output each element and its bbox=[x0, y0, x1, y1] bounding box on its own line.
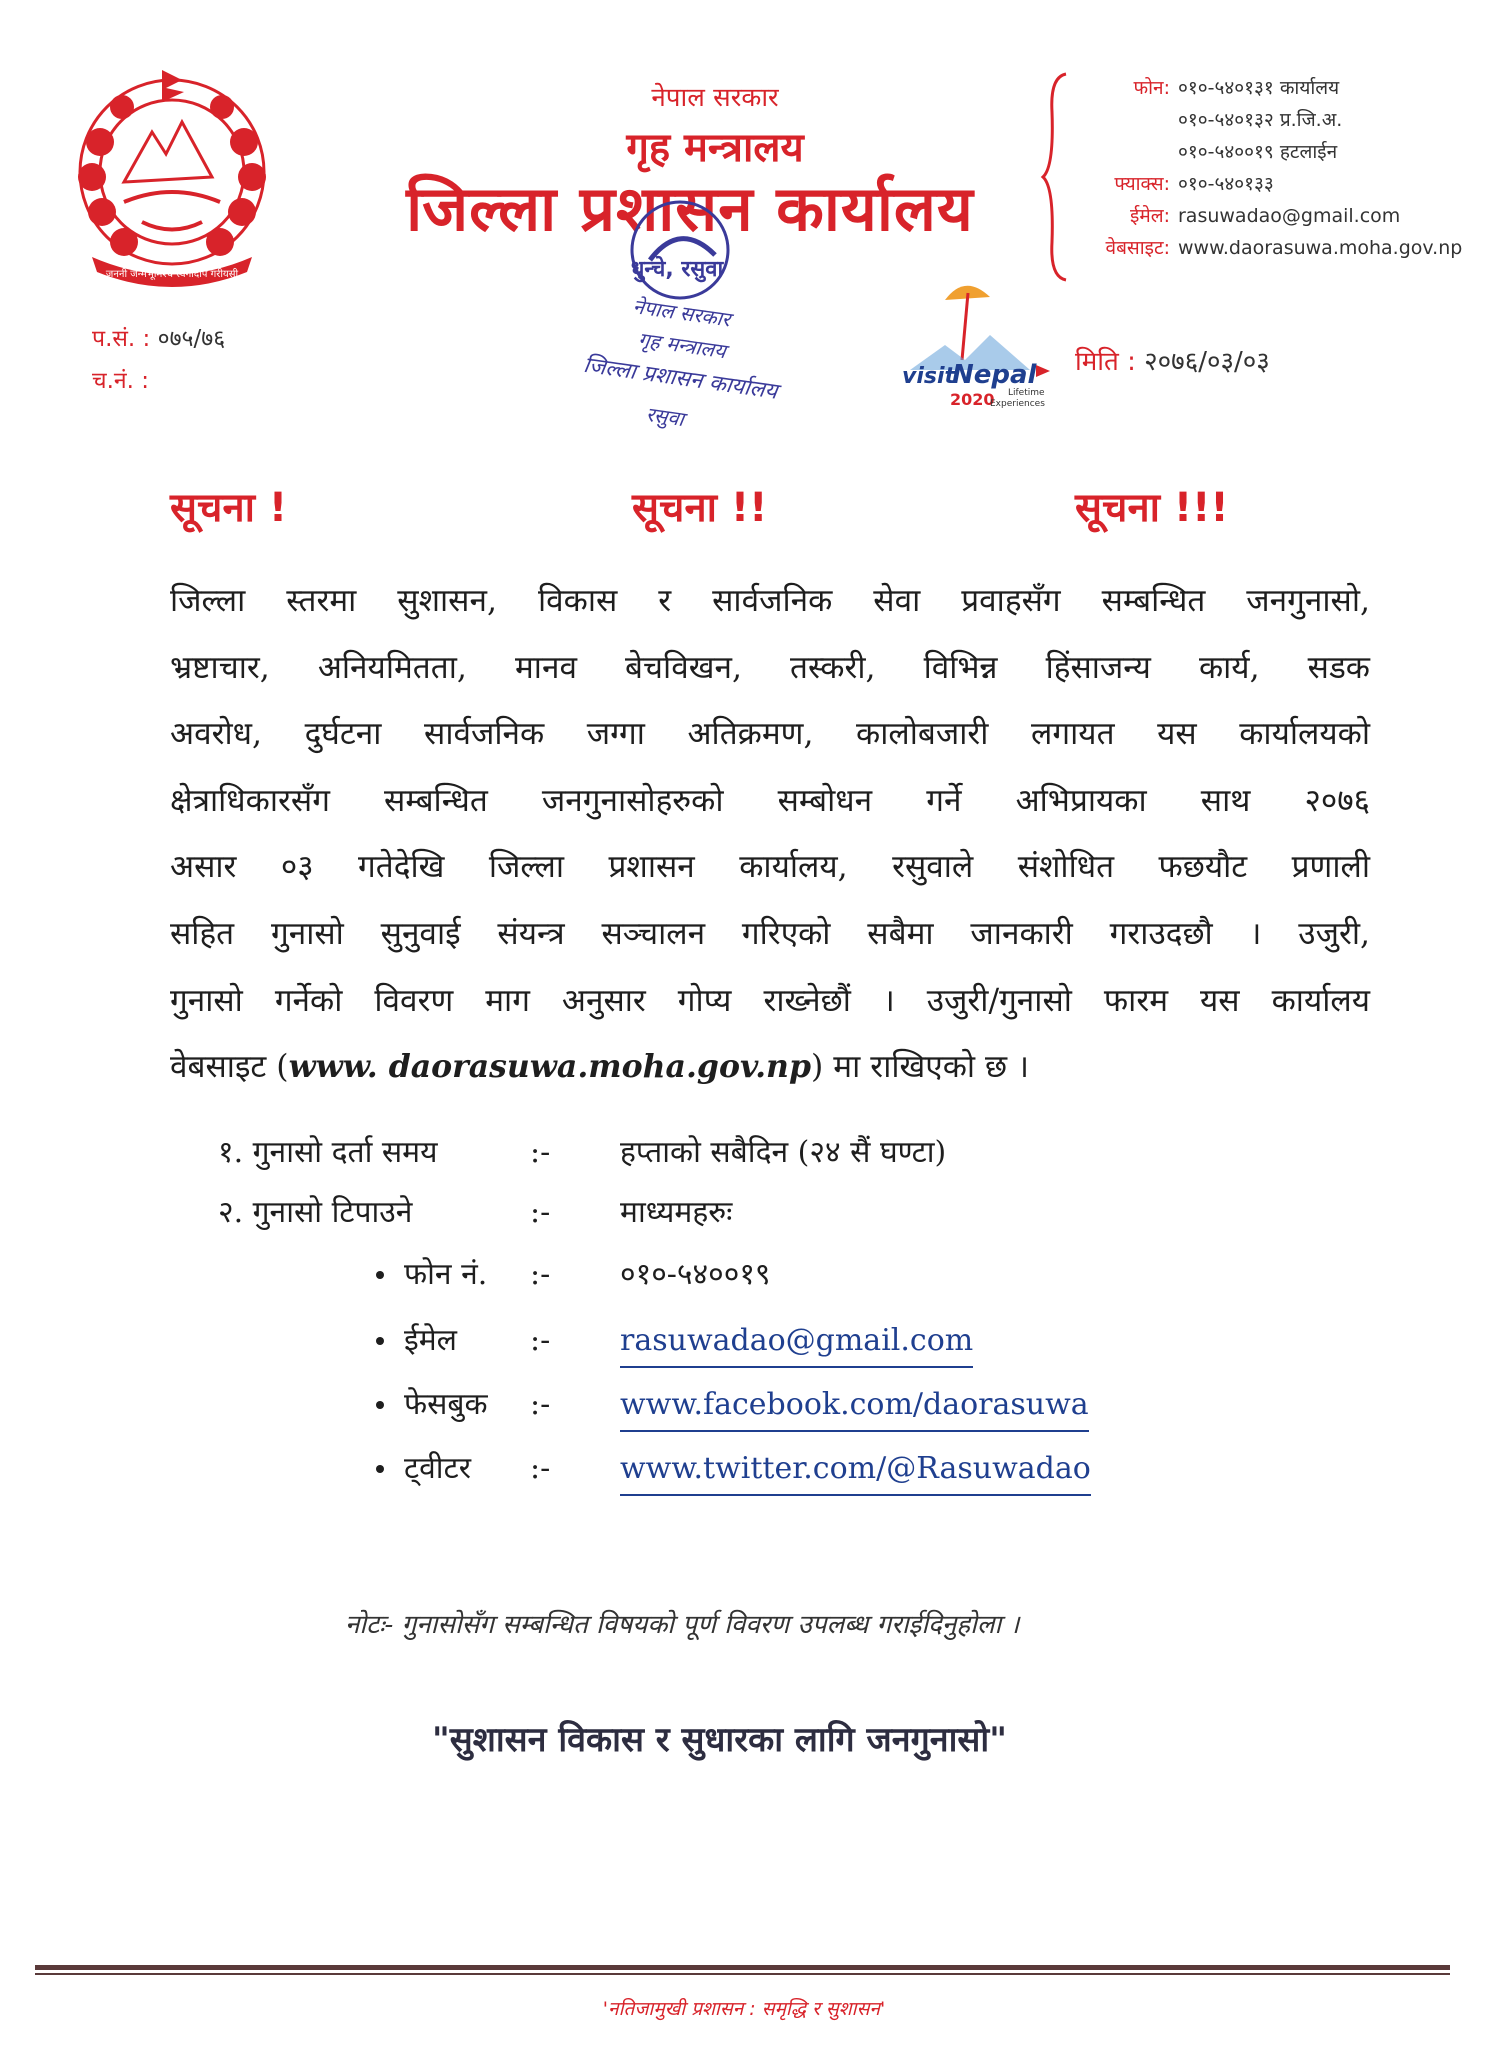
contact-hotline bbox=[1065, 136, 1485, 168]
nepal-word: Nepal bbox=[952, 360, 1037, 390]
notice-heading-2: सूचना !! bbox=[632, 485, 768, 531]
body-website-link[interactable]: www. daorasuwa.moha.gov.np bbox=[288, 1048, 811, 1086]
notice-heading-1: सूचना ! bbox=[170, 485, 288, 531]
date-label: मिति : bbox=[1075, 347, 1136, 377]
visit-nepal-logo bbox=[890, 265, 1080, 425]
contact-email bbox=[1065, 200, 1485, 232]
item-separator: :- bbox=[530, 1195, 551, 1230]
contact-phone bbox=[1065, 72, 1485, 104]
channel-value: ०१०-५४००१९ bbox=[620, 1257, 771, 1292]
body-last-suffix: ) मा राखिएको छ । bbox=[811, 1049, 1030, 1086]
contact-fax bbox=[1065, 168, 1485, 200]
contact-value: ०१०-५४०१३२ प्र.जि.अ. bbox=[1178, 109, 1343, 131]
visit-tag-2: Experiences bbox=[990, 399, 1045, 409]
body-line-last bbox=[170, 1034, 1370, 1101]
stamp-line-3: जिल्ला प्रशासन कार्यालय bbox=[581, 352, 779, 405]
item-value: हप्ताको सबैदिन (२४ सैं घण्टा) bbox=[620, 1135, 947, 1170]
contact-value: ०१०-५४००१९ हटलाईन bbox=[1178, 141, 1338, 163]
channel-key: ईमेल bbox=[404, 1323, 458, 1358]
contact-value: ०१०-५४०१३३ bbox=[1178, 173, 1274, 195]
date-block bbox=[1075, 342, 1270, 378]
body-line: जिल्ला स्तरमा सुशासन, विकास र सार्वजनिक सेवा प्रवाहसँग सम्बन्धित जनगुनासो, bbox=[170, 583, 1370, 619]
channel-separator: :- bbox=[530, 1451, 551, 1486]
body-line: असार ०३ गतेदेखि जिल्ला प्रशासन कार्यालय, रसुवाले संशोधित फछयौट प्रणाली bbox=[170, 849, 1370, 886]
body-line: क्षेत्राधिकारसँग सम्बन्धित जनगुनासोहरुको सम्बोधन गर्ने अभिप्रायका साथ २०७६ bbox=[170, 782, 1370, 819]
channel-separator: :- bbox=[530, 1387, 551, 1422]
ministry-name: गृह मन्त्रालय bbox=[626, 125, 804, 171]
contact-website-link[interactable]: www.daorasuwa.moha.gov.np bbox=[1178, 237, 1463, 259]
contact-label: ईमेल: bbox=[1130, 205, 1170, 227]
cn-label: च.नं. : bbox=[92, 368, 150, 394]
channel-separator: :- bbox=[530, 1257, 551, 1292]
ref-value: ०७५/७६ bbox=[157, 326, 226, 352]
contact-label: फ्याक्स: bbox=[1114, 173, 1170, 195]
government-name: नेपाल सरकार bbox=[651, 83, 779, 113]
bullet-icon bbox=[376, 1271, 384, 1279]
notice-heading-3: सूचना !!! bbox=[1075, 485, 1229, 531]
contact-label: फोन: bbox=[1133, 77, 1170, 99]
footer-divider-thin bbox=[35, 1973, 1450, 1975]
contact-value: ०१०-५४०१३१ कार्यालय bbox=[1178, 77, 1340, 99]
body-line: भ्रष्टाचार, अनियमितता, मानव बेचविखन, तस्करी, विभिन्न हिंसाजन्य कार्य, सडक bbox=[170, 649, 1370, 686]
note-text: नोटः- गुनासोसँग सम्बन्धित विषयको पूर्ण विवरण उपलब्ध गराईदिनुहोला । bbox=[345, 1610, 1020, 1640]
stamp-line-2: गृह मन्त्रालय bbox=[636, 327, 728, 364]
bullet-icon bbox=[376, 1465, 384, 1473]
channel-separator: :- bbox=[530, 1323, 551, 1358]
emblem-motto: जननी जन्मभूमिश्च स्वर्गादपि गरीयसी bbox=[105, 269, 239, 280]
body-line: अवरोध, दुर्घटना सार्वजनिक जग्गा अतिक्रमण, कालोबजारी लगायत यस कार्यालयको bbox=[170, 716, 1370, 753]
channel-key: ट्वीटर bbox=[404, 1451, 471, 1486]
contact-email-link[interactable]: rasuwadao@gmail.com bbox=[1178, 205, 1401, 227]
body-line: गुनासो गर्नेको विवरण माग अनुसार गोप्य राख्नेछौं । उजुरी/गुनासो फारम यस कार्यालय bbox=[170, 982, 1370, 1019]
office-stamp-icon bbox=[555, 200, 805, 450]
bullet-icon bbox=[376, 1401, 384, 1409]
visit-word: visit bbox=[902, 364, 956, 389]
motto-text: "सुशासन विकास र सुधारका लागि जनगुनासो" bbox=[432, 1720, 1007, 1760]
contact-website bbox=[1065, 232, 1485, 264]
contact-label: वेबसाइट: bbox=[1105, 237, 1170, 259]
email-link[interactable]: rasuwadao@gmail.com bbox=[620, 1318, 973, 1368]
nepal-emblem-icon bbox=[62, 62, 282, 297]
body-last-prefix: वेबसाइट ( bbox=[170, 1049, 289, 1086]
office-name: जिल्ला प्रशासन कार्यालय bbox=[406, 172, 974, 245]
contact-block bbox=[1065, 72, 1485, 264]
date-value: २०७६/०३/०३ bbox=[1144, 347, 1270, 377]
channel-key: फेसबुक bbox=[404, 1387, 488, 1422]
footer-slogan: 'नतिजामुखी प्रशासन : समृद्धि र सुशासन' bbox=[602, 1998, 886, 2020]
ref-label: प.सं. : bbox=[92, 326, 151, 352]
item-separator: :- bbox=[530, 1135, 551, 1170]
reference-block bbox=[92, 318, 225, 402]
contact-phone-cdo bbox=[1065, 104, 1485, 136]
body-line: सहित गुनासो सुनुवाई संयन्त्र सञ्चालन गरिएको सबैमा जानकारी गराउदछौ । उजुरी, bbox=[170, 915, 1370, 952]
item-value: माध्यमहरुः bbox=[620, 1195, 733, 1230]
stamp-line-4: रसुवा bbox=[644, 401, 686, 431]
notice-body bbox=[170, 568, 1370, 1101]
footer-divider bbox=[35, 1965, 1450, 1970]
visit-year: 2020 bbox=[950, 390, 995, 409]
facebook-link[interactable]: www.facebook.com/daorasuwa bbox=[620, 1382, 1089, 1432]
visit-tag-1: Lifetime bbox=[1008, 388, 1045, 398]
bullet-icon bbox=[376, 1337, 384, 1345]
channel-key: फोन नं. bbox=[404, 1257, 488, 1292]
stamp-line-1: नेपाल सरकार bbox=[631, 294, 732, 332]
item-key: २. गुनासो टिपाउने bbox=[218, 1195, 413, 1230]
twitter-link[interactable]: www.twitter.com/@Rasuwadao bbox=[620, 1446, 1091, 1496]
stamp-top-text: धुन्चे, रसुवा bbox=[630, 257, 724, 282]
item-key: १. गुनासो दर्ता समय bbox=[218, 1135, 438, 1170]
